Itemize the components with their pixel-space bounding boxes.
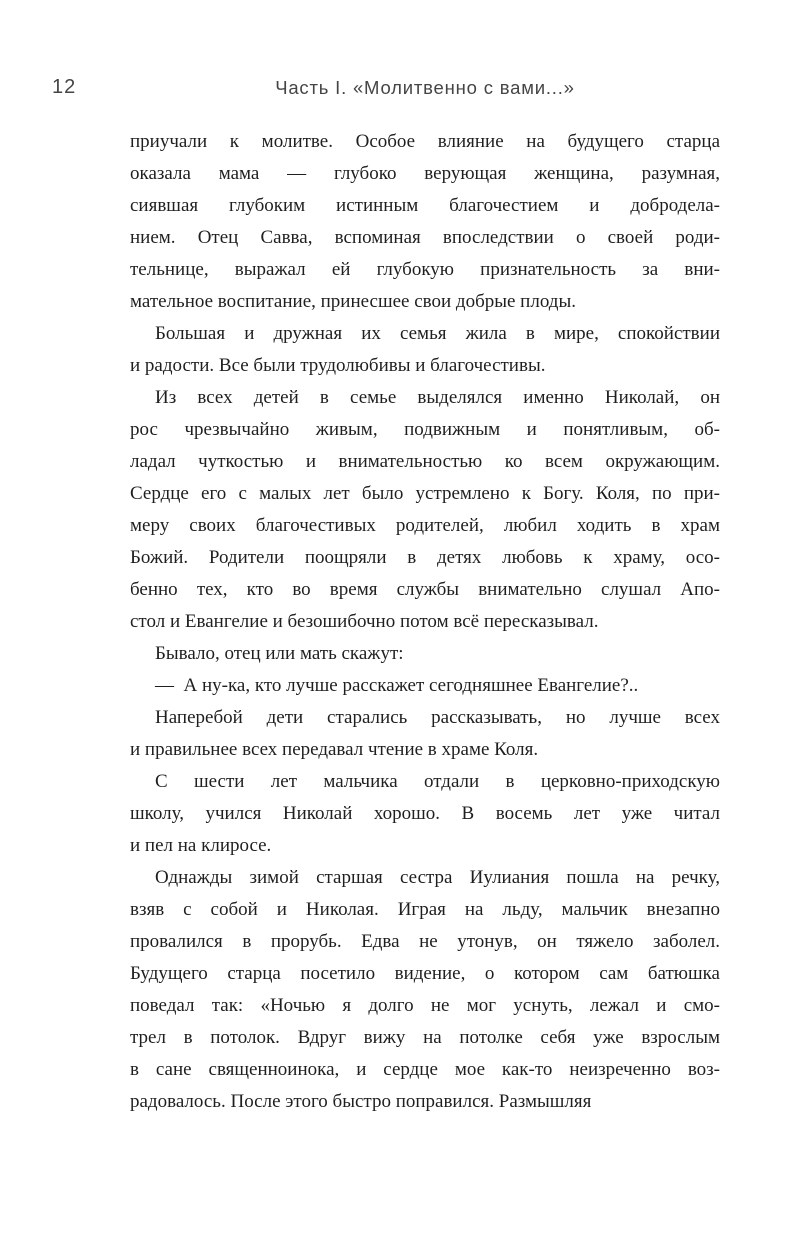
text-line: тельнице, выражал ей глубокую признательность за вни- (130, 259, 720, 280)
text-line: в сане священноинока, и сердце мое как-то неизреченно воз- (130, 1059, 720, 1080)
text-line: рос чрезвычайно живым, подвижным и понятливым, об- (130, 419, 720, 440)
text-line: оказала мама — глубоко верующая женщина, разумная, (130, 163, 720, 184)
text-line: провалился в прорубь. Едва не утонув, он тяжело заболел. (130, 931, 720, 952)
paragraph (130, 766, 720, 862)
paragraph (130, 318, 720, 382)
text-line: ладал чуткостью и внимательностью ко всем окружающим. (130, 451, 720, 472)
text-line: нием. Отец Савва, вспоминая впоследствии о своей роди- (130, 227, 720, 248)
paragraph (130, 670, 720, 702)
text-line: приучали к молитве. Особое влияние на будущего старца (130, 131, 720, 152)
paragraph (130, 382, 720, 638)
text-line: мательное воспитание, принесшее свои добрые плоды. (130, 291, 576, 312)
text-line: поведал так: «Ночью я долго не мог уснуть, лежал и смо- (130, 995, 720, 1016)
text-line: Будущего старца посетило видение, о котором сам батюшка (130, 963, 720, 984)
paragraph (130, 862, 720, 1118)
text-line: Наперебой дети старались рассказывать, но лучше всех (155, 707, 720, 728)
text-line: и правильнее всех передавал чтение в храме Коля. (130, 739, 539, 760)
text-line: меру своих благочестивых родителей, любил ходить в храм (130, 515, 720, 536)
text-line: Сердце его с малых лет было устремлено к Богу. Коля, по при- (130, 483, 720, 504)
text-line: Большая и дружная их семья жила в мире, спокойствии (155, 323, 720, 344)
text-line: — А ну-ка, кто лучше расскажет сегодняшнее Евангелие?.. (155, 675, 639, 696)
text-line: сиявшая глубоким истинным благочестием и добродела- (130, 195, 720, 216)
text-line: радовалось. После этого быстро поправился. Размышляя (130, 1091, 592, 1112)
paragraph (130, 638, 720, 670)
running-header: Часть I. «Молитвенно с вами...» (275, 77, 575, 98)
text-line: Однажды зимой старшая сестра Иулиания пошла на речку, (155, 867, 720, 888)
paragraph (130, 702, 720, 766)
text-line: Из всех детей в семье выделялся именно Николай, он (155, 387, 720, 408)
text-line: стол и Евангелие и безошибочно потом всё пересказывал. (130, 611, 599, 632)
body-text (130, 126, 720, 1118)
text-line: взяв с собой и Николая. Играя на льду, мальчик внезапно (130, 899, 720, 920)
text-line: и пел на клиросе. (130, 835, 272, 856)
text-line: Бывало, отец или мать скажут: (155, 643, 404, 664)
text-line: и радости. Все были трудолюбивы и благочестивы. (130, 355, 546, 376)
text-line: Божий. Родители поощряли в детях любовь к храму, осо- (130, 547, 720, 568)
text-line: трел в потолок. Вдруг вижу на потолке себя уже взрослым (130, 1027, 720, 1048)
text-line: школу, учился Николай хорошо. В восемь лет уже читал (130, 803, 720, 824)
text-line: бенно тех, кто во время службы внимательно слушал Апо- (130, 579, 720, 600)
paragraph (130, 126, 720, 318)
text-line: С шести лет мальчика отдали в церковно-приходскую (155, 771, 720, 792)
page-number: 12 (52, 76, 77, 98)
